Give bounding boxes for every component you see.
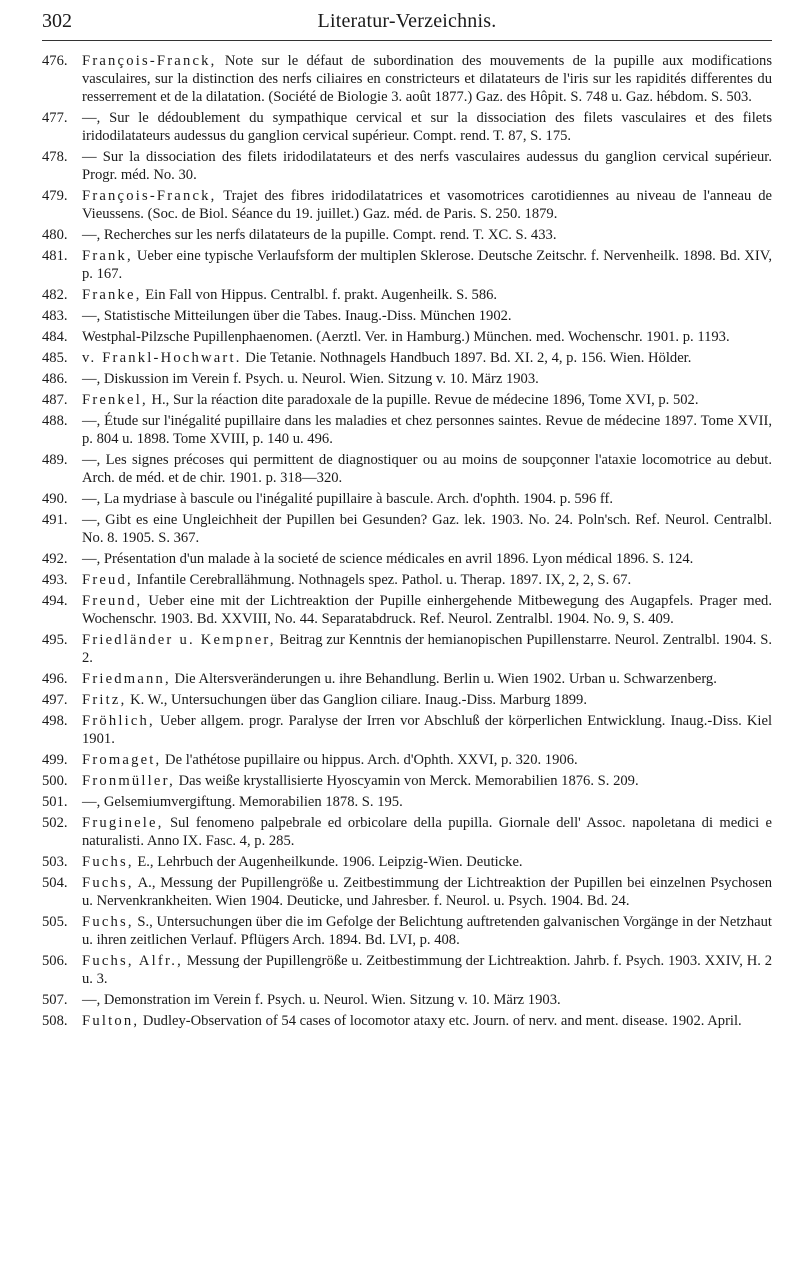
bibliography-entry: [42, 772, 772, 790]
entry-number: 505.: [42, 914, 68, 930]
bibliography-entry: [42, 490, 772, 508]
bibliography-entry: [42, 370, 772, 388]
bibliography-entry: [42, 913, 772, 949]
entry-text: [82, 226, 772, 244]
entry-text: [82, 391, 772, 409]
entry-author: Frank,: [82, 248, 133, 264]
entry-text: [82, 874, 772, 910]
entry-citation: Ein Fall von Hippus. Centralbl. f. prakt. Augenheilk. S. 586.: [141, 287, 498, 303]
bibliography-entry: [42, 52, 772, 106]
entry-author: Fröhlich,: [82, 713, 155, 729]
entry-number: 482.: [42, 287, 68, 303]
entry-citation: Das weiße krystallisierte Hyoscyamin von Merck. Memorabilien 1876. S. 209.: [174, 773, 639, 789]
bibliography-entry: [42, 511, 772, 547]
entry-citation: A., Messung der Pupillengröße u. Zeitbestimmung der Lichtreaktion der Pupillen bei einzelnen Psychosen u. Nervenkrankheiten. Wien 1904. Deuticke, und Jahresber. f. Neurol. u. Psych. 1904. Bd. 24.: [82, 875, 772, 909]
entry-author: Fuchs,: [82, 875, 134, 891]
entry-citation: E., Lehrbuch der Augenheilkunde. 1906. Leipzig-Wien. Deuticke.: [133, 854, 523, 870]
entry-citation: Ueber eine mit der Lichtreaktion der Pupille einhergehende Mitbewegung des Augapfels. Prager med. Wochenschr. 1903. Bd. XXVIII, No. 44. Separatabdruck. Ref. Neurol. Zentralbl. 1904. No. 9, S. 409.: [82, 593, 772, 627]
bibliography-entry: [42, 691, 772, 709]
entry-text: [82, 772, 772, 790]
entry-number: 479.: [42, 188, 68, 204]
entry-text: [82, 592, 772, 628]
bibliography-entry: [42, 109, 772, 145]
entry-citation: —, Diskussion im Verein f. Psych. u. Neurol. Wien. Sitzung v. 10. März 1903.: [82, 371, 539, 387]
entry-number: 504.: [42, 875, 68, 891]
entry-number: 485.: [42, 350, 68, 366]
entry-text: [82, 1012, 772, 1030]
entry-text: [82, 814, 772, 850]
entry-author: Fuchs,: [82, 854, 134, 870]
entry-citation: — Sur la dissociation des filets iridodilatateurs et des nerfs vasculaires audessus du ganglion cervical supérieur. Progr. méd. No. 30.: [82, 149, 772, 183]
entry-text: [82, 328, 772, 346]
entry-number: 491.: [42, 512, 68, 528]
entry-number: 494.: [42, 593, 68, 609]
entry-author: Fuchs, Alfr.,: [82, 953, 183, 969]
entry-text: [82, 751, 772, 769]
entry-text: [82, 286, 772, 304]
entry-number: 496.: [42, 671, 68, 687]
page-number: 302: [42, 10, 72, 32]
bibliography-entry: [42, 670, 772, 688]
entry-text: [82, 247, 772, 283]
bibliography-list: [42, 52, 772, 1033]
bibliography-entry: [42, 550, 772, 568]
entry-number: 507.: [42, 992, 68, 1008]
entry-number: 488.: [42, 413, 68, 429]
entry-citation: Die Tetanie. Nothnagels Handbuch 1897. Bd. XI. 2, 4, p. 156. Wien. Hölder.: [241, 350, 692, 366]
bibliography-entry: [42, 751, 772, 769]
entry-citation: —, Présentation d'un malade à la societé de science médicales en avril 1896. Lyon médical 1896. S. 124.: [82, 551, 694, 567]
entry-author: Fritz,: [82, 692, 127, 708]
entry-number: 503.: [42, 854, 68, 870]
entry-author: Fromaget,: [82, 752, 162, 768]
entry-text: [82, 952, 772, 988]
entry-number: 495.: [42, 632, 68, 648]
entry-citation: S., Untersuchungen über die im Gefolge der Belichtung auftretenden galvanischen Vorgänge in der Netzhaut u. ihren zeitlichen Verlauf. Pflügers Arch. 1894. Bd. LVI, p. 408.: [82, 914, 772, 948]
entry-citation: —, Recherches sur les nerfs dilatateurs de la pupille. Compt. rend. T. XC. S. 433.: [82, 227, 557, 243]
bibliography-entry: [42, 307, 772, 325]
entry-citation: —, Sur le dédoublement du sympathique cervical et sur la dissociation des filets vasculaires et des filets iridodilatateurs audessus du ganglion cervical supérieur. Compt. rend. T. 87, S. 175.: [82, 110, 772, 144]
entry-author: Friedländer u. Kempner,: [82, 632, 276, 648]
entry-text: [82, 853, 772, 871]
entry-author: Franke,: [82, 287, 142, 303]
entry-author: Fruginele,: [82, 815, 164, 831]
bibliography-entry: [42, 853, 772, 871]
entry-text: [82, 109, 772, 145]
entry-author: v. Frankl-Hochwart.: [82, 350, 242, 366]
bibliography-entry: [42, 952, 772, 988]
entry-text: [82, 307, 772, 325]
bibliography-entry: [42, 226, 772, 244]
entry-citation: Infantile Cerebrallähmung. Nothnagels spez. Pathol. u. Therap. 1897. IX, 2, 2, S. 67.: [132, 572, 632, 588]
entry-citation: —, Statistische Mitteilungen über die Tabes. Inaug.-Diss. München 1902.: [82, 308, 512, 324]
entry-author: Fuchs,: [82, 914, 134, 930]
entry-number: 501.: [42, 794, 68, 810]
entry-text: [82, 913, 772, 949]
bibliography-entry: [42, 814, 772, 850]
entry-number: 489.: [42, 452, 68, 468]
entry-author: Fronmüller,: [82, 773, 175, 789]
entry-number: 476.: [42, 53, 68, 69]
entry-number: 497.: [42, 692, 68, 708]
entry-text: [82, 349, 772, 367]
entry-text: [82, 187, 772, 223]
entry-citation: H., Sur la réaction dite paradoxale de la pupille. Revue de médecine 1896, Tome XVI, p. 502.: [147, 392, 699, 408]
entry-author: François-Franck,: [82, 188, 217, 204]
entry-text: [82, 550, 772, 568]
bibliography-entry: [42, 712, 772, 748]
entry-citation: Beitrag zur Kenntnis der hemianopischen Pupillenstarre. Neurol. Zentralbl. 1904. S. 2.: [82, 632, 772, 666]
entry-citation: Die Altersveränderungen u. ihre Behandlung. Berlin u. Wien 1902. Urban u. Schwarzenberg.: [170, 671, 717, 687]
entry-text: [82, 631, 772, 667]
bibliography-entry: [42, 349, 772, 367]
entry-citation: Note sur le défaut de subordination des mouvements de la pupille aux modifications vasculaires, sur la distinction des nerfs ciliaires en constricteurs et dilatateurs de l'iris sur les rapidités differentes du resserrement et de la dilatation. (Société de Biologie 3. août 1877.) Gaz. des Hôpit. S. 748 u. Gaz. hébdom. S. 503.: [82, 53, 772, 105]
entry-number: 500.: [42, 773, 68, 789]
entry-number: 481.: [42, 248, 68, 264]
entry-number: 490.: [42, 491, 68, 507]
entry-text: [82, 691, 772, 709]
entry-author: Frenkel,: [82, 392, 148, 408]
entry-citation: Dudley-Observation of 54 cases of locomotor ataxy etc. Journ. of nerv. and ment. disease. 1902. April.: [139, 1013, 742, 1029]
bibliography-entry: [42, 391, 772, 409]
entry-number: 498.: [42, 713, 68, 729]
entry-citation: —, Étude sur l'inégalité pupillaire dans les maladies et chez personnes saintes. Revue de médecine 1897. Tome XVII, p. 804 u. 1898. Tome XVIII, p. 140 u. 496.: [82, 413, 772, 447]
entry-citation: —, La mydriase à bascule ou l'inégalité pupillaire à bascule. Arch. d'ophth. 1904. p. 596 ff.: [82, 491, 614, 507]
bibliography-entry: [42, 286, 772, 304]
bibliography-entry: [42, 874, 772, 910]
bibliography-entry: [42, 631, 772, 667]
bibliography-entry: [42, 187, 772, 223]
entry-author: Freud,: [82, 572, 133, 588]
entry-text: [82, 370, 772, 388]
entry-number: 508.: [42, 1013, 68, 1029]
bibliography-entry: [42, 571, 772, 589]
entry-citation: —, Les signes précoses qui permittent de diagnostiquer ou au moins de soupçonner l'ataxie locomotrice au debut. Arch. de méd. et de chir. 1901. p. 318—320.: [82, 452, 772, 486]
entry-text: [82, 511, 772, 547]
bibliography-entry: [42, 991, 772, 1009]
entry-text: [82, 490, 772, 508]
bibliography-entry: [42, 1012, 772, 1030]
entry-author: Friedmann,: [82, 671, 171, 687]
entry-text: [82, 793, 772, 811]
entry-text: [82, 991, 772, 1009]
entry-author: Freund,: [82, 593, 143, 609]
page-header: [42, 8, 772, 41]
bibliography-entry: [42, 328, 772, 346]
entry-number: 478.: [42, 149, 68, 165]
entry-author: François-Franck,: [82, 53, 217, 69]
bibliography-entry: [42, 793, 772, 811]
entry-citation: Westphal-Pilzsche Pupillenphaenomen. (Aerztl. Ver. in Hamburg.) München. med. Wochenschr. 1901. p. 1193.: [82, 329, 730, 345]
entry-number: 484.: [42, 329, 68, 345]
entry-text: [82, 670, 772, 688]
entry-citation: —, Gibt es eine Ungleichheit der Pupillen bei Gesunden? Gaz. lek. 1903. No. 24. Poln'sch. Ref. Neurol. Centralbl. No. 8. 1905. S. 367.: [82, 512, 772, 546]
entry-citation: De l'athétose pupillaire ou hippus. Arch. d'Ophth. XXVI, p. 320. 1906.: [161, 752, 578, 768]
entry-text: [82, 412, 772, 448]
bibliography-entry: [42, 451, 772, 487]
entry-citation: Ueber allgem. progr. Paralyse der Irren vor Abschluß der körperlichen Entwicklung. Inaug.-Diss. Kiel 1901.: [82, 713, 772, 747]
entry-citation: K. W., Untersuchungen über das Ganglion ciliare. Inaug.-Diss. Marburg 1899.: [126, 692, 587, 708]
entry-text: [82, 571, 772, 589]
entry-number: 486.: [42, 371, 68, 387]
entry-citation: Trajet des fibres iridodilatatrices et vasomotrices carotidiennes au niveau de l'anneau de Vieussens. (Soc. de Biol. Séance du 19. juillet.) Gaz. méd. de Paris. S. 250. 1879.: [82, 188, 772, 222]
bibliography-entry: [42, 148, 772, 184]
bibliography-entry: [42, 412, 772, 448]
entry-number: 493.: [42, 572, 68, 588]
entry-citation: —, Gelsemiumvergiftung. Memorabilien 1878. S. 195.: [82, 794, 403, 810]
entry-text: [82, 712, 772, 748]
running-title: Literatur-Verzeichnis.: [317, 10, 497, 32]
bibliography-entry: [42, 592, 772, 628]
bibliography-entry: [42, 247, 772, 283]
entry-number: 477.: [42, 110, 68, 126]
entry-number: 499.: [42, 752, 68, 768]
entry-citation: Messung der Pupillengröße u. Zeitbestimmung der Lichtreaktion. Jahrb. f. Psych. 1903. XXIV, H. 2 u. 3.: [82, 953, 772, 987]
entry-number: 480.: [42, 227, 68, 243]
entry-number: 487.: [42, 392, 68, 408]
entry-text: [82, 148, 772, 184]
entry-number: 502.: [42, 815, 68, 831]
entry-citation: Sul fenomeno palpebrale ed orbicolare della pupilla. Giornale dell' Assoc. napoletana di medici e naturalisti. Anno IX. Fasc. 4, p. 285.: [82, 815, 772, 849]
entry-number: 483.: [42, 308, 68, 324]
entry-author: Fulton,: [82, 1013, 140, 1029]
entry-number: 506.: [42, 953, 68, 969]
entry-number: 492.: [42, 551, 68, 567]
entry-citation: Ueber eine typische Verlaufsform der multiplen Sklerose. Deutsche Zeitschr. f. Nervenheilk. 1898. Bd. XIV, p. 167.: [82, 248, 772, 282]
entry-text: [82, 451, 772, 487]
entry-text: [82, 52, 772, 106]
entry-citation: —, Demonstration im Verein f. Psych. u. Neurol. Wien. Sitzung v. 10. März 1903.: [82, 992, 561, 1008]
